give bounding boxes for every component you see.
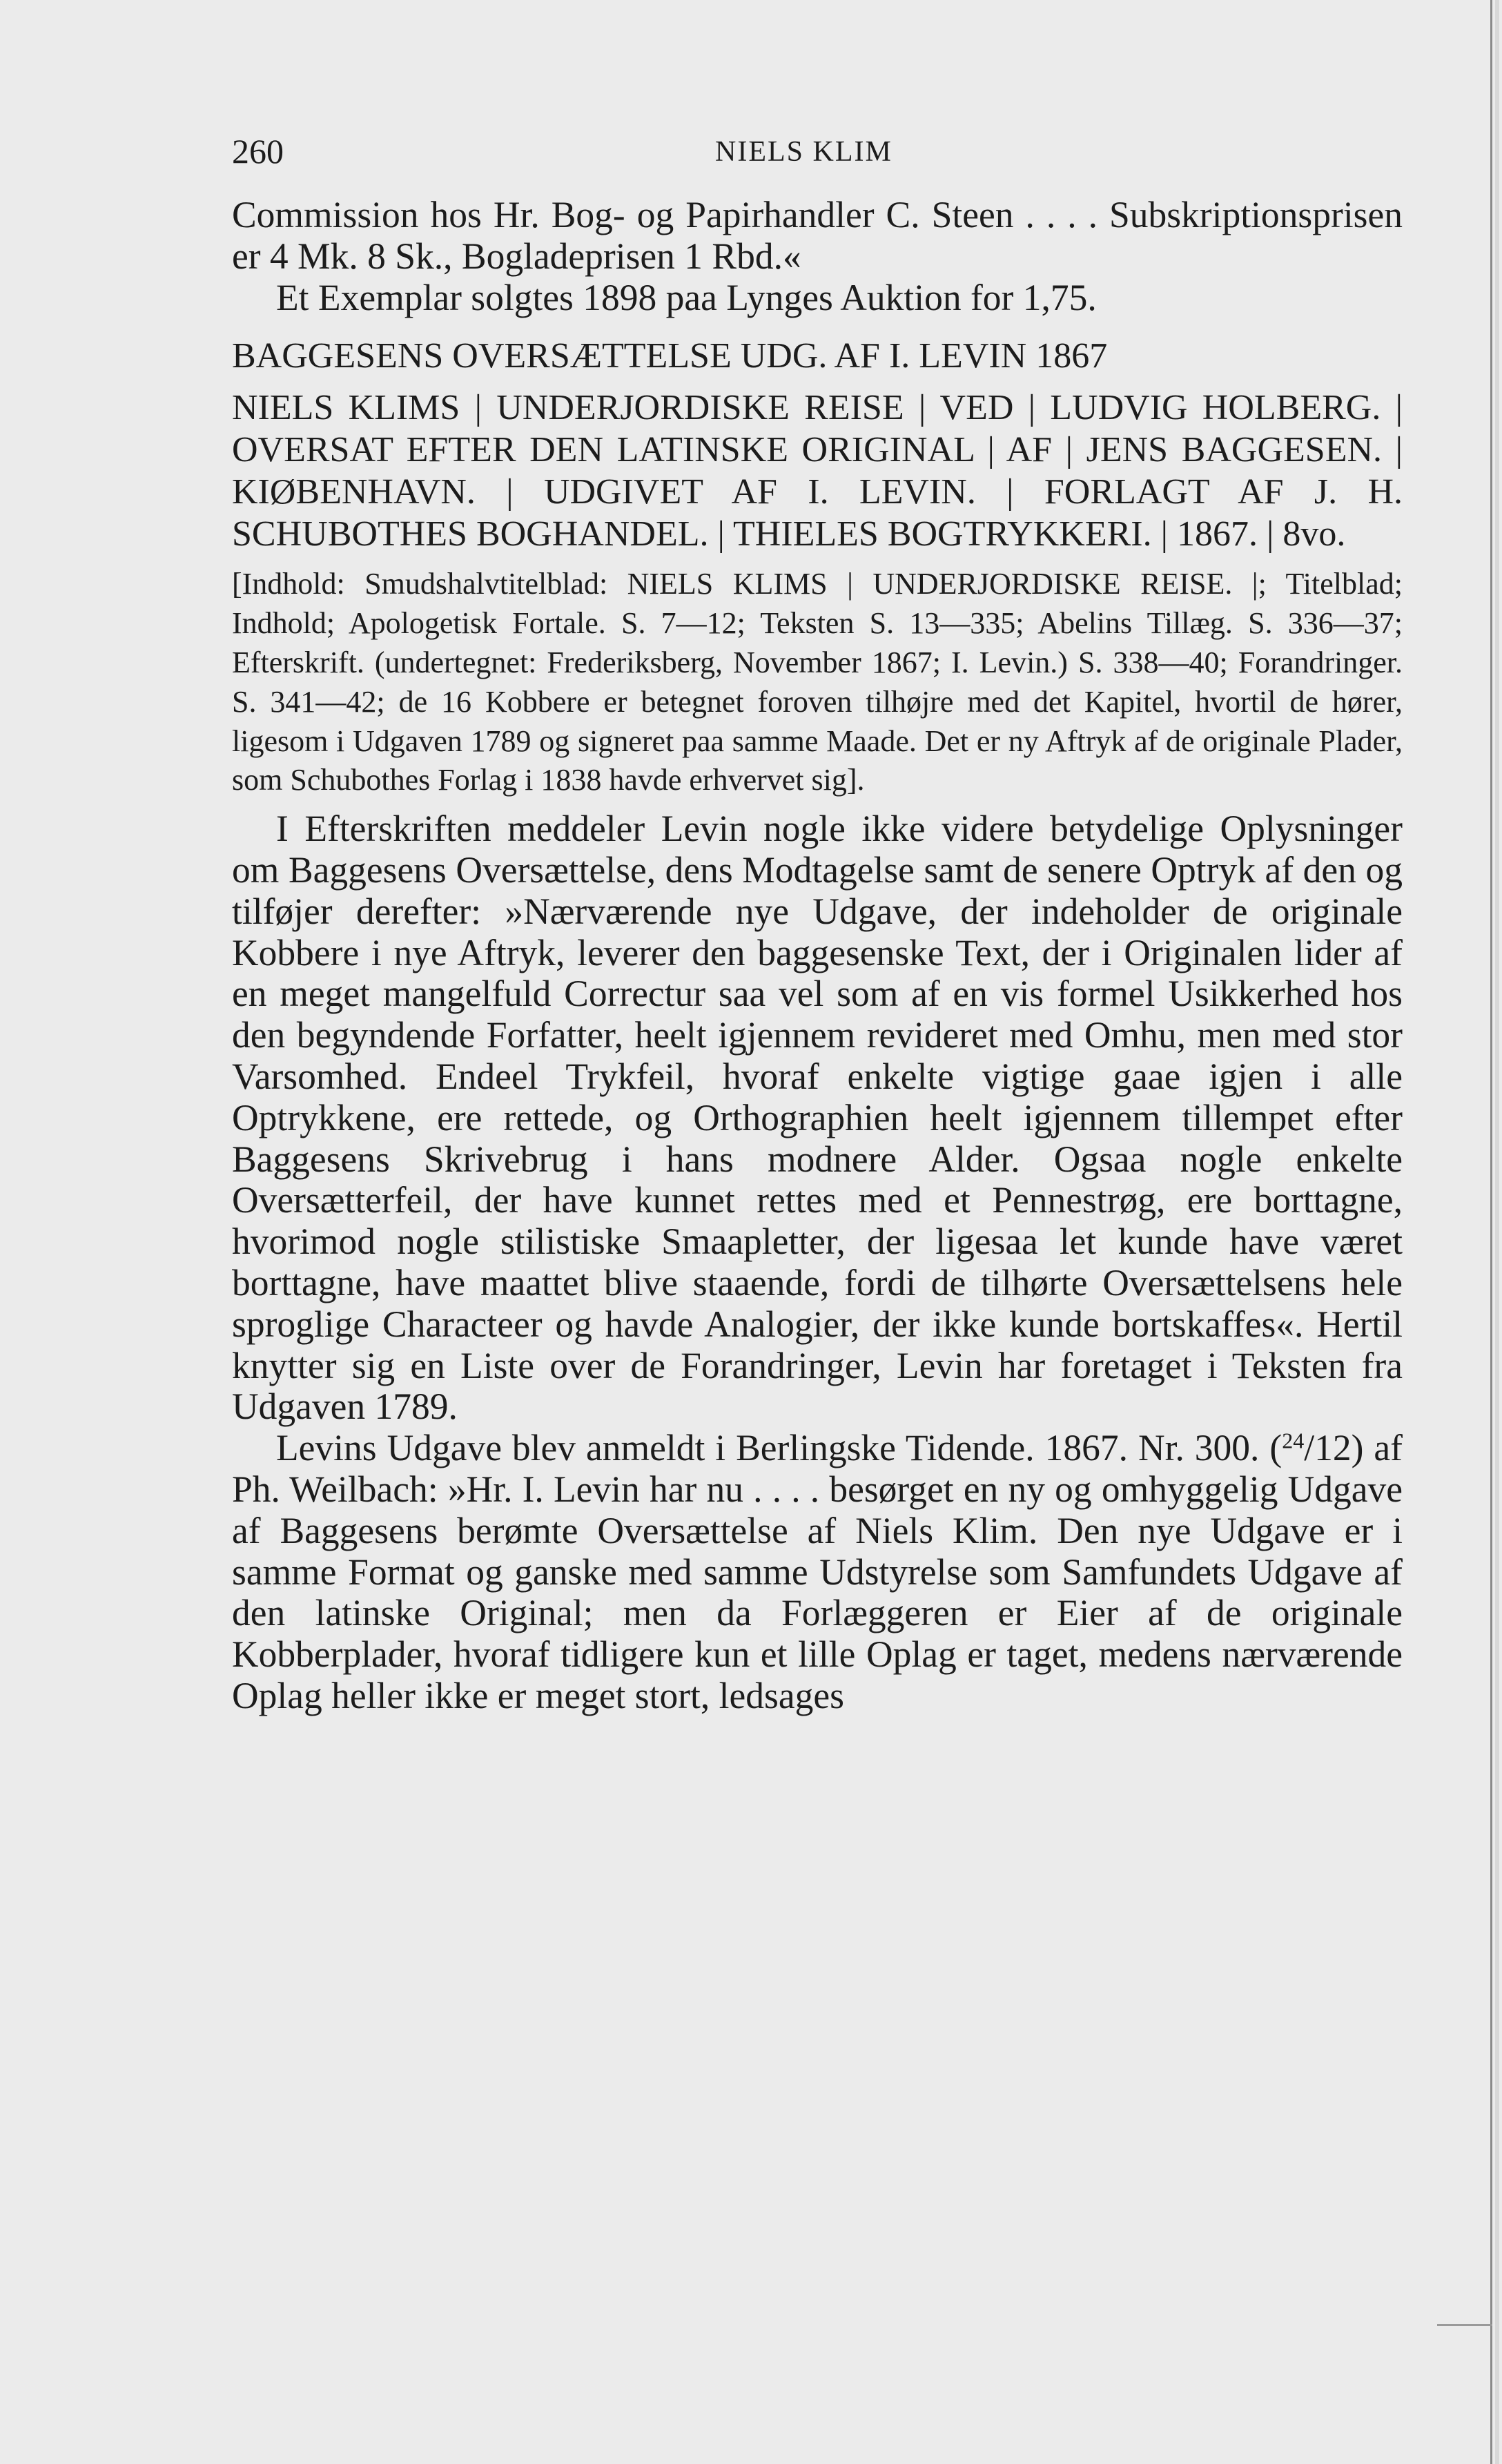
book-page [232, 131, 1403, 1717]
review-text-start: Levins Udgave blev anmeldt i Berlingske Tidende. 1867. Nr. 300. ( [276, 1427, 1282, 1469]
title-transcription: NIELS KLIMS | UNDERJORDISKE REISE | VED | LUDVIG HOLBERG. | OVERSAT EFTER DEN LATINSKE ORIGINAL | AF | JENS BAGGESEN. | KIØBENHAVN. | UDGIVET AF I. LEVIN. | FORLAGT AF J. H. SCHUBOTHES BOGHANDEL. | THIELES BOGTRYKKERI. | 1867. | 8vo. [232, 388, 1403, 554]
paragraph-commission: Commission hos Hr. Bog- og Papirhandler C. Steen . . . . Subskriptionsprisen er 4 Mk. 8 Sk., Bogladeprisen 1 Rbd.« [232, 194, 1403, 277]
paragraph-efterskrift: I Efterskriften meddeler Levin nogle ikke videre betydelige Oplysninger om Baggesens Oversættelse, dens Modtagelse samt de senere Optryk af den og tilføjer derefter: »Nærværende nye Udgave, der indeholder de originale Kobbere i nye Aftryk, leverer den baggesenske Text, der i Originalen lider af en meget mangelfuld Correctur saa vel som af en vis formel Usikkerhed hos den begyndende Forfatter, heelt igjennem revideret med Omhu, men med stor Varsomhed. Endeel Trykfeil, hvoraf enkelte vigtige gaae igjen i alle Optrykkene, ere rettede, og Orthographien heelt igjennem tillempet efter Baggesens Skrivebrug i hans modnere Alder. Ogsaa nogle enkelte Oversætterfeil, der have kunnet rettes med et Pennestrøg, ere borttagne, hvorimod nogle stilistiske Smaapletter, der ligesaa let kunde have været borttagne, have maattet blive staaende, fordi de tilhørte Oversættelsens hele sproglige Characteer og havde Analogier, der ikke kunde bortskaffes«. Hertil knytter sig en Liste over de Forandringer, Levin har foretaget i Teksten fra Udgaven 1789. [232, 808, 1403, 1428]
page-corner-line [1437, 2324, 1492, 2326]
page-edge-shadow [1495, 0, 1499, 2464]
contents-note: [Indhold: Smudshalvtitelblad: NIELS KLIMS | UNDERJORDISKE REISE. |; Titelblad; Indhold; Apologetisk Fortale. S. 7—12; Teksten S. 13—335; Abelins Tillæg. S. 336—37; Efterskrift. (undertegnet: Frederiksberg, November 1867; I. Levin.) S. 338—40; Forandringer. S. 341—42; de 16 Kobbere er betegnet foroven tilhøjre med det Kapitel, hvortil de hører, ligesom i Udgaven 1789 og signeret paa samme Maade. Det er ny Aftryk af de originale Plader, som Schubothes Forlag i 1838 havde erhvervet sig]. [232, 567, 1403, 797]
section-heading: BAGGESENS OVERSÆTTELSE UDG. AF I. LEVIN 1867 [232, 336, 1108, 376]
paragraph-review [232, 1428, 1403, 1717]
paragraph-exemplar: Et Exemplar solgtes 1898 paa Lynges Auktion for 1,75. [276, 276, 1097, 318]
running-title: NIELS KLIM [715, 136, 893, 168]
running-head [232, 131, 1403, 173]
bibliographic-entry [232, 335, 1403, 555]
review-text-rest: ) af Ph. Weilbach: »Hr. I. Levin har nu . . . . besørget en ny og omhyggelig Udgave af Baggesens berømte Oversættelse af Niels Klim. Den nye Udgave er i samme Format og ganske med samme Udstyrelse som Samfundets Udgave af den latinske Original; men da Forlæggeren er Eier af de originale Kobberplader, hvoraf tidligere kun et lille Oplag er taget, medens nærværende Oplag heller ikke er meget stort, ledsages [232, 1427, 1403, 1716]
review-date-day: 24 [1282, 1428, 1305, 1453]
page-number: 260 [232, 132, 284, 171]
contents-block [232, 565, 1403, 800]
body-text [232, 808, 1403, 1717]
review-date-month: /12 [1304, 1427, 1352, 1469]
page-edge-line [1490, 0, 1492, 2464]
opening-text [232, 195, 1403, 318]
